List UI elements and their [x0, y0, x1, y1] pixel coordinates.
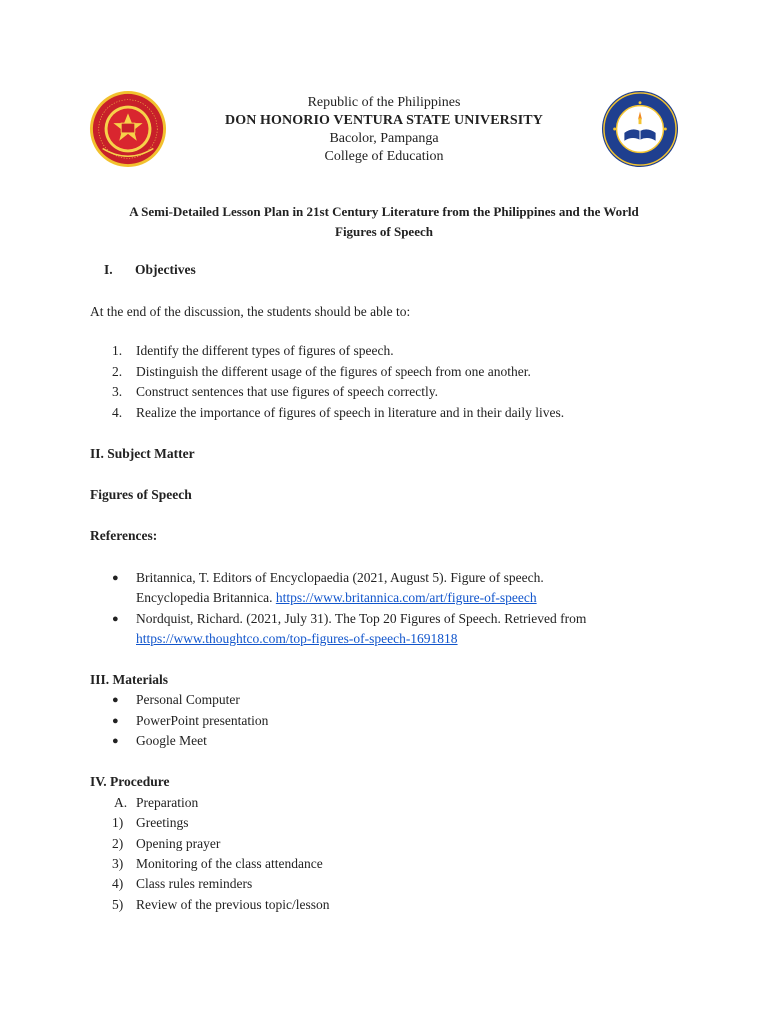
objectives-numeral: I. — [104, 262, 113, 277]
lesson-plan-title — [90, 202, 678, 242]
document-header — [200, 94, 568, 166]
bullet-icon: ● — [112, 735, 119, 747]
objectives-intro: At the end of the discussion, the students should be able to: — [90, 304, 411, 319]
britannica-link[interactable]: https://www.britannica.com/art/figure-of-speech — [275, 590, 537, 605]
materials-heading: III. Materials — [90, 672, 168, 687]
bullet-icon: ● — [112, 694, 119, 706]
location-line: Bacolor, Pampanga — [329, 131, 439, 146]
objectives-title: Objectives — [135, 262, 196, 277]
references-label: References: — [90, 528, 158, 543]
college-line: College of Education — [324, 149, 444, 164]
university-seal-logo — [89, 90, 167, 168]
title-line-1: A Semi-Detailed Lesson Plan in 21st Century Literature from the Philippines and the World — [129, 204, 639, 219]
university-name: DON HONORIO VENTURA STATE UNIVERSITY — [225, 113, 543, 128]
republic-line: Republic of the Philippines — [307, 95, 461, 110]
college-of-education-logo — [601, 90, 679, 168]
bullet-icon: ● — [112, 715, 119, 727]
subject-matter-heading: II. Subject Matter — [90, 446, 195, 461]
thoughtco-link[interactable]: https://www.thoughtco.com/top-figures-of-speech-1691818 — [136, 631, 458, 646]
document-page: Republic of the Philippines DON HONORIO VENTURA STATE UNIVERSITY Bacolor, Pampanga College of Education A Semi-Detailed Lesson Plan in 21st Century Literature from the Philippines and the World Figures of Speech I. Objectives At the end of the discussion, the students should be able to: 1. Identify the different types of figures of speech. 2. Distinguish the different usage of the figures of speech from one another. 3. Construct sentences that use figures of speech correctly. 4. Realize the importance of figures of speech in literature and in their daily lives. II. Subject Matter Figures of Speech References: ● Britannica, T. Editors of Encyclopaedia (2021, August 5). Figure of speech. Encyclopedia Britannica. https://www.britannica.com/art/figure-of-speech ● Nordquist, Richard. (2021, July 31). The Top 20 Figures of Speech. Retrieved from https://www.thoughtco.com/top-figures-of-speech-1691818 III. Materials ● Personal Computer ● PowerPoint presentation ● Google Meet IV. Procedure A. Preparation 1) Greetings 2) Opening prayer 3) Monitoring of the class attendance 4) Class rules reminders 5) Review of the previous topic/lesson — [0, 0, 768, 1024]
subject-topic: Figures of Speech — [90, 487, 192, 502]
title-line-2: Figures of Speech — [335, 224, 433, 239]
bullet-icon: ● — [112, 613, 119, 625]
procedure-heading: IV. Procedure — [90, 774, 170, 789]
bullet-icon: ● — [112, 572, 119, 584]
